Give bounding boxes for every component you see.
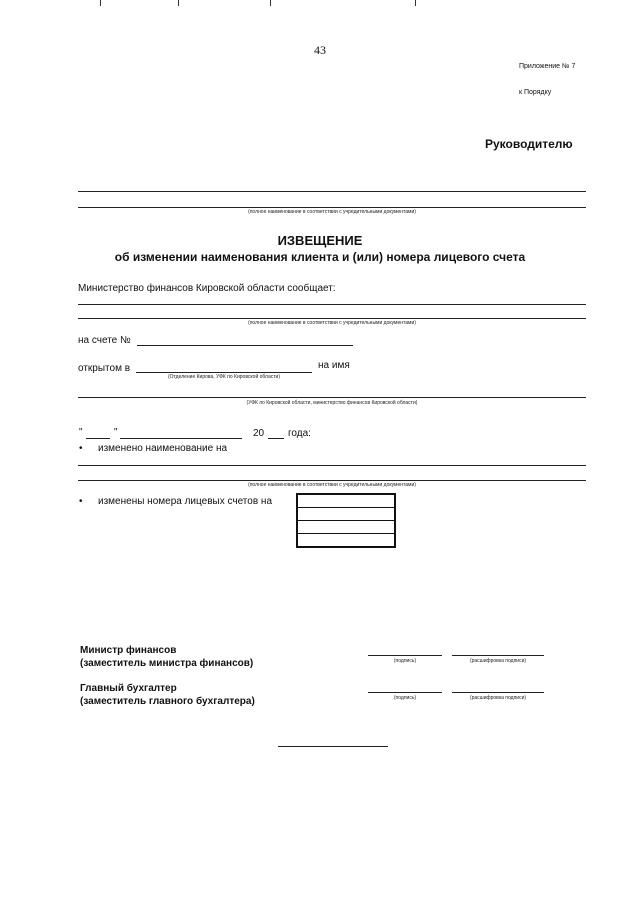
document-subtitle: об изменении наименования клиента и (или) номера лицевого счета bbox=[114, 250, 526, 264]
new-name-line bbox=[78, 480, 586, 481]
branch-caption: (Отделение Кирова, УФК по Кировской области) bbox=[168, 374, 280, 380]
year-line bbox=[268, 438, 284, 439]
scan-artifact bbox=[100, 0, 101, 6]
full-name-caption: (полное наименование в соответствии с учредительными документами) bbox=[248, 209, 416, 215]
full-name-caption: (полное наименование в соответствии с учредительными документами) bbox=[248, 482, 416, 488]
document-title: ИЗВЕЩЕНИЕ bbox=[277, 233, 363, 248]
new-name-line bbox=[78, 465, 586, 466]
ministry-statement: Министерство финансов Кировской области сообщает: bbox=[78, 283, 336, 294]
minister-label: Министр финансов bbox=[80, 645, 177, 656]
client-name-line bbox=[78, 304, 586, 305]
date-quote-close: " bbox=[114, 427, 118, 438]
addressee-heading: Руководителю bbox=[485, 137, 573, 151]
ufk-caption: (УФК по Кировской области, министерство финансов Кировской области) bbox=[246, 400, 418, 406]
opened-in-label: открытом в bbox=[78, 363, 131, 374]
in-name-label: на имя bbox=[318, 360, 350, 371]
month-line bbox=[120, 438, 242, 439]
closing-separator bbox=[278, 746, 388, 747]
name-changed-label: изменено наименование на bbox=[98, 443, 228, 454]
appendix-label: Приложение № 7 bbox=[519, 63, 576, 70]
scan-artifact bbox=[415, 0, 416, 6]
date-quote-open: " bbox=[79, 427, 83, 438]
account-numbers-table bbox=[296, 493, 396, 548]
decryption-caption: (расшифровка подписи) bbox=[469, 658, 527, 664]
addressee-line bbox=[78, 191, 586, 192]
decryption-caption: (расшифровка подписи) bbox=[469, 695, 527, 701]
branch-line bbox=[136, 372, 312, 373]
bullet-icon: • bbox=[79, 496, 83, 507]
client-name-line bbox=[78, 318, 586, 319]
year-suffix: года: bbox=[288, 428, 311, 439]
accountant-decryption-line bbox=[452, 692, 544, 693]
page-number: 43 bbox=[314, 43, 326, 57]
addressee-line bbox=[78, 207, 586, 208]
scan-artifact bbox=[270, 0, 271, 6]
account-label: на счете № bbox=[78, 335, 131, 346]
account-number-line bbox=[137, 345, 353, 346]
ufk-line bbox=[78, 397, 586, 398]
scan-artifact bbox=[178, 0, 179, 6]
day-line bbox=[86, 438, 110, 439]
order-reference: к Порядку bbox=[519, 89, 552, 96]
chief-accountant-label: Главный бухгалтер bbox=[80, 683, 177, 694]
numbers-changed-label: изменены номера лицевых счетов на bbox=[98, 496, 273, 507]
signature-caption: (подпись) bbox=[393, 695, 417, 701]
deputy-accountant-label: (заместитель главного бухгалтера) bbox=[80, 696, 255, 707]
accountant-signature-line bbox=[368, 692, 442, 693]
signature-caption: (подпись) bbox=[393, 658, 417, 664]
year-prefix: 20 bbox=[253, 428, 265, 439]
bullet-icon: • bbox=[79, 443, 83, 454]
full-name-caption: (полное наименование в соответствии с учредительными документами) bbox=[248, 320, 416, 326]
minister-decryption-line bbox=[452, 655, 544, 656]
deputy-minister-label: (заместитель министра финансов) bbox=[80, 658, 254, 669]
minister-signature-line bbox=[368, 655, 442, 656]
